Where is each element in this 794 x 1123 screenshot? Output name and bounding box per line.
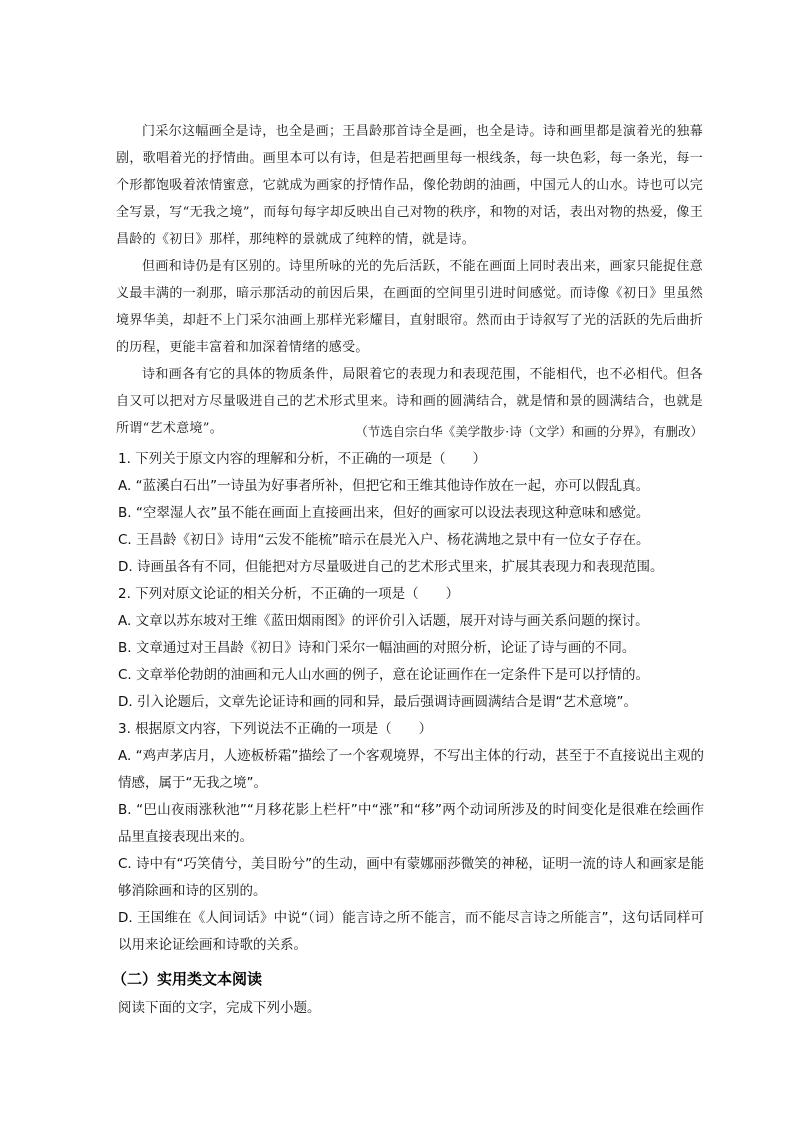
passage-paragraph-1: 门采尔这幅画全是诗，也全是画；王昌龄那首诗全是画，也全是诗。诗和画里都是演着光的独幕剧，歌唱着光的抒情曲。画里本可以有诗，但是若把画里每一根线条，每一块色彩，每一条光，每一个形都饱吸着浓情蜜意，它就成为画家的抒情作品，像伦勃朗的油画，中国元人的山水。诗也可以完全写景，写“无我之境”，而每句每字却反映出自己对物的秩序，和物的对话，表出对物的热爱，像王昌龄的《初日》那样，那纯粹的景就成了纯粹的情，就是诗。 — [116, 124, 703, 247]
question-3-stem: 3. 根据原文内容，下列说法不正确的一项是（ ） — [118, 721, 433, 737]
question-1 — [118, 446, 704, 581]
section-heading: （二）实用类文本阅读 — [112, 970, 263, 988]
question-3-option-d: D. 王国维在《人间词话》中说“（词）能言诗之所不能言，而不能尽言诗之所能言”，这句话同样可以用来论证绘画和诗歌的关系。 — [118, 910, 704, 953]
question-3-option-c: C. 诗中有“巧笑倩兮，美目盼兮”的生动，画中有蒙娜丽莎微笑的神秘，证明一流的诗人和画家是能够消除画和诗的区别的。 — [118, 856, 704, 899]
question-1-option-b: B. “空翠湿人衣”虽不能在画面上直接画出来，但好的画家可以设法表现这种意味和感觉。 — [118, 505, 650, 521]
passage-paragraph-2: 但画和诗仍是有区别的。诗里所咏的光的先后活跃，不能在画面上同时表出来，画家只能捉住意义最丰满的一刹那，暗示那活动的前因后果，在画面的空间里引进时间感觉。而诗像《初日》里虽然境界华美，却赶不上门采尔油画上那样光彩耀目，直射眼帘。然而由于诗叙写了光的活跃的先后曲折的历程，更能丰富着和加深着情绪的感受。 — [116, 259, 703, 355]
question-2-option-c: C. 文章举伦勃朗的油画和元人山水画的例子，意在论证画作在一定条件下是可以抒情的。 — [118, 667, 650, 683]
question-1-option-a: A. “蓝溪白石出”一诗虽为好事者所补，但把它和王维其他诗作放在一起，亦可以假乱真。 — [118, 478, 650, 494]
section-instruction: 阅读下面的文字，完成下列小题。 — [118, 1000, 321, 1016]
question-3-option-b: B. “巴山夜雨涨秋池”“月移花影上栏杆”中“涨”和“移”两个动词所涉及的时间变化是很难在绘画作品里直接表现出来的。 — [118, 802, 704, 845]
essay-passage — [116, 118, 703, 442]
question-1-stem: 1. 下列关于原文内容的理解和分析，不正确的一项是（ ） — [118, 451, 487, 467]
passage-paragraph-3: 诗和画各有它的具体的物质条件，局限着它的表现力和表现范围，不能相代，也不必相代。但各自又可以把对方尽量吸进自己的艺术形式里来。诗和画的圆满结合，就是情和景的圆满结合，也就是所谓“艺术意境”。 — [116, 367, 703, 436]
question-2-option-b: B. 文章通过对王昌龄《初日》诗和门采尔一幅油画的对照分析，论证了诗与画的不同。 — [118, 640, 636, 656]
question-list — [118, 446, 704, 959]
question-3 — [118, 716, 704, 959]
question-1-option-d: D. 诗画虽各有不同，但能把对方尽量吸进自己的艺术形式里来，扩展其表现力和表现范围。 — [118, 559, 664, 575]
question-2-option-d: D. 引入论题后，文章先论证诗和画的同和异，最后强调诗画圆满结合是谓“艺术意境”。 — [118, 694, 637, 710]
question-1-option-c: C. 王昌龄《初日》诗用“云发不能梳”暗示在晨光入户、杨花满地之景中有一位女子存在。 — [118, 532, 650, 548]
passage-source-citation: （节选自宗白华《美学散步·诗（文学）和画的分界》，有删改） — [355, 424, 703, 439]
question-3-option-a: A. “鸡声茅店月，人迹板桥霜”描绘了一个客观境界，不写出主体的行动，甚至于不直接说出主观的情感，属于“无我之境”。 — [118, 748, 704, 791]
question-2-option-a: A. 文章以苏东坡对王维《蓝田烟雨图》的评价引入话题，展开对诗与画关系问题的探讨。 — [118, 613, 649, 629]
question-2 — [118, 581, 704, 716]
question-2-stem: 2. 下列对原文论证的相关分析，不正确的一项是（ ） — [118, 586, 460, 602]
